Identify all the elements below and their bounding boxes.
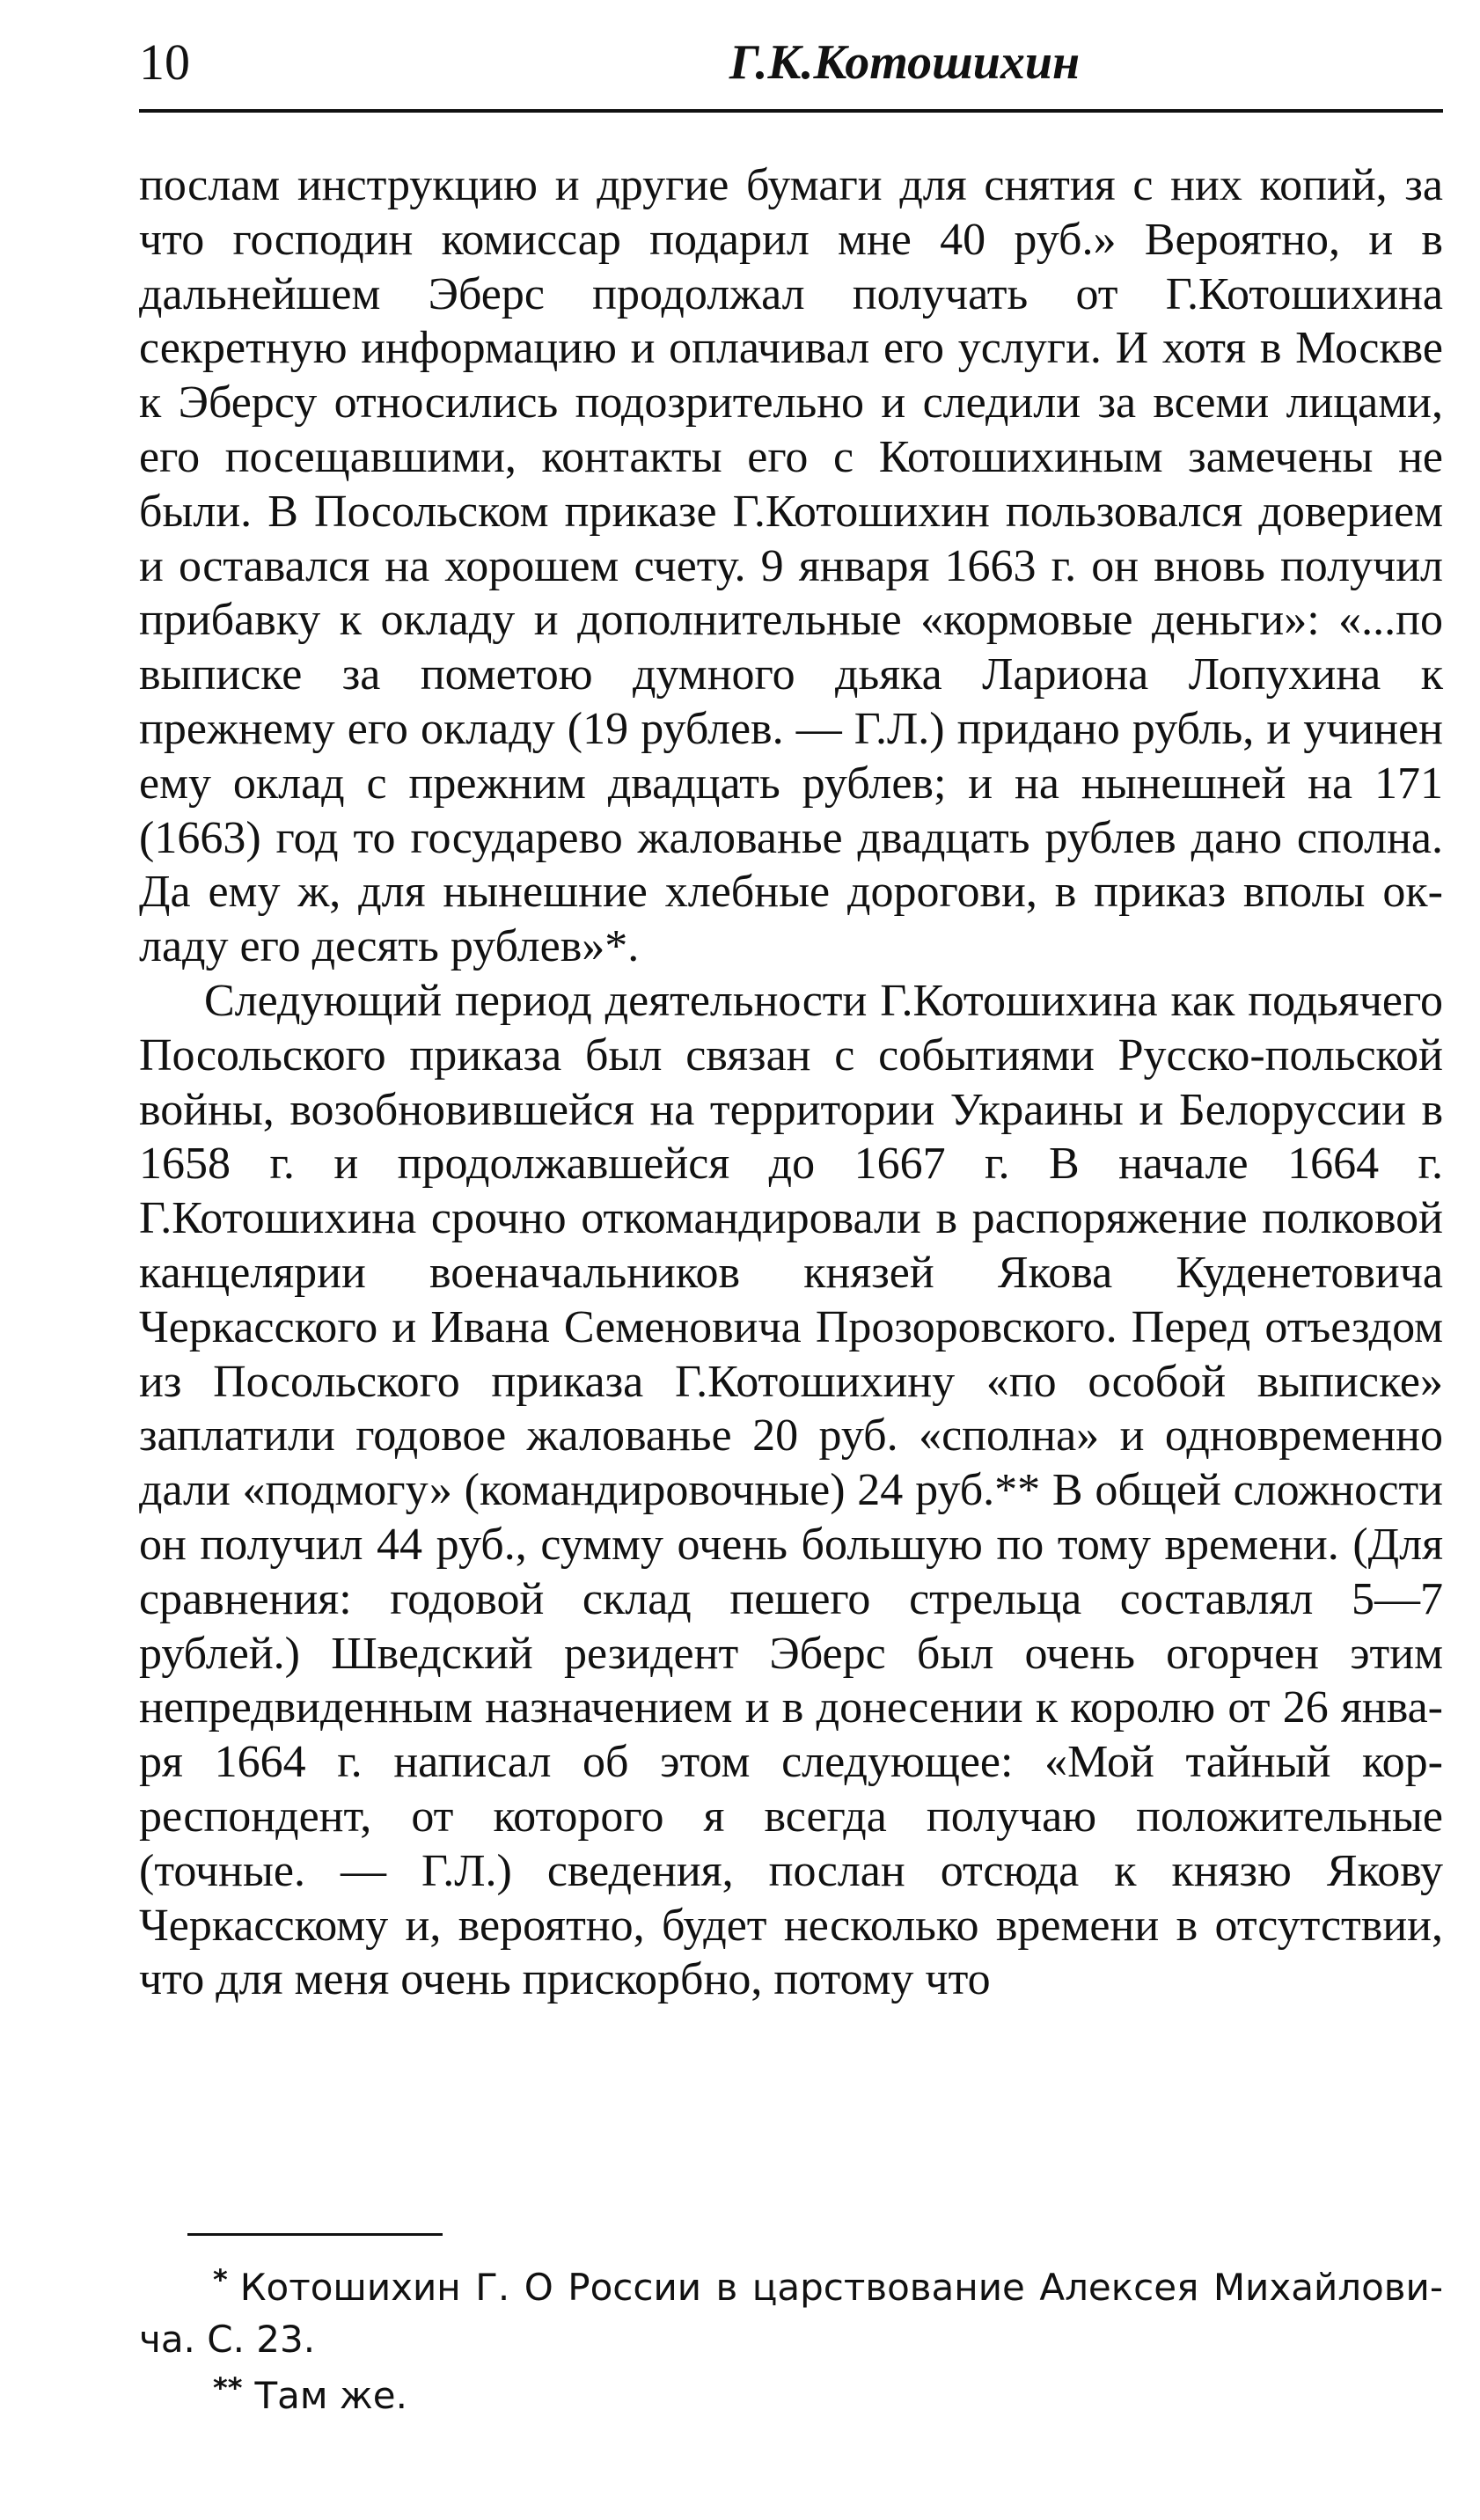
footnote-2 [139, 2371, 1443, 2423]
footnote-text: Котошихин Г. О России в царствование Алексея Михайловича. С. 23. [139, 2266, 1443, 2361]
footnote-rule [187, 2233, 443, 2236]
paragraph-1: послам инструкцию и другие бумаги для снятия с них копий, за что господин комиссар подарил мне 40 руб.» Вероятно, и в дальнейшем Эберс продолжал получать от Г.Котошихина секретную информацию и оплачивал его услуги. И хотя в Москве к Эберсу относились подозрительно и следили за всеми лицами, его посещавшими, контакты его с Котошихиным замечены не были. В Посольском приказе Г.Котошихин пользовался доверием и оставался на хорошем счету. 9 января 1663 г. он вновь получил прибавку к окладу и дополнительные «кормовые деньги»: «...по выписке за пометою думного дьяка Лариона Лопухина к прежнему его окладу (19 рублев. — Г.Л.) придано рубль, и учинен ему оклад с прежним двадцать рублев; и на нынешней на 171 (1663) год то государево жалованье двадцать рублев дано сполна. Да ему ж, для нынешние хлебные дорогови, в приказ вполы окладу его десять рублев»*. [139, 160, 1443, 972]
main-text [139, 158, 1443, 2007]
page-number: 10 [139, 33, 190, 91]
header-rule [139, 109, 1443, 113]
running-head [139, 25, 1443, 104]
footnote-mark: * [213, 2263, 228, 2297]
paragraph-2: Следующий период деятельности Г.Котошихина как подьячего Посольского приказа был связан с событиями Русско-польской войны, возобновившейся на территории Украины и Белоруссии в 1658 г. и продолжавшейся до 1667 г. В начале 1664 г. Г.Котошихина срочно откомандировали в распоряжение полковой канцелярии военaчальников князей Якова Куденетовича Черкасского и Ивана Семеновича Прозоровского. Перед отъездом из Посольского приказа Г.Котошихину «по особой выписке» заплатили годовое жалованье 20 руб. «сполна» и одновременно дали «подмогу» (командировочные) 24 руб.** В общей сложности он получил 44 руб., сумму очень большую по тому времени. (Для сравнения: годовой склад пешего стрельца составлял 5—7 рублей.) Шведский резидент Эберс был очень огорчен этим непредвиденным назначением и в донесении к королю от 26 января 1664 г. написал об этом следующее: «Мой тайный корреспондент, от которого я всегда получаю положительные (точные. — Г.Л.) сведения, послан отсюда к князю Якову Черкасскому и, вероятно, будет несколько времени в отсутствии, что для меня очень прискорбно, потому что [139, 975, 1443, 2005]
footnote-text: Там же. [254, 2374, 407, 2417]
footnotes [139, 2263, 1443, 2430]
footnote-1 [139, 2263, 1443, 2364]
footnote-mark: ** [213, 2371, 243, 2405]
running-title: Г.К.Котошихин [729, 35, 1081, 90]
